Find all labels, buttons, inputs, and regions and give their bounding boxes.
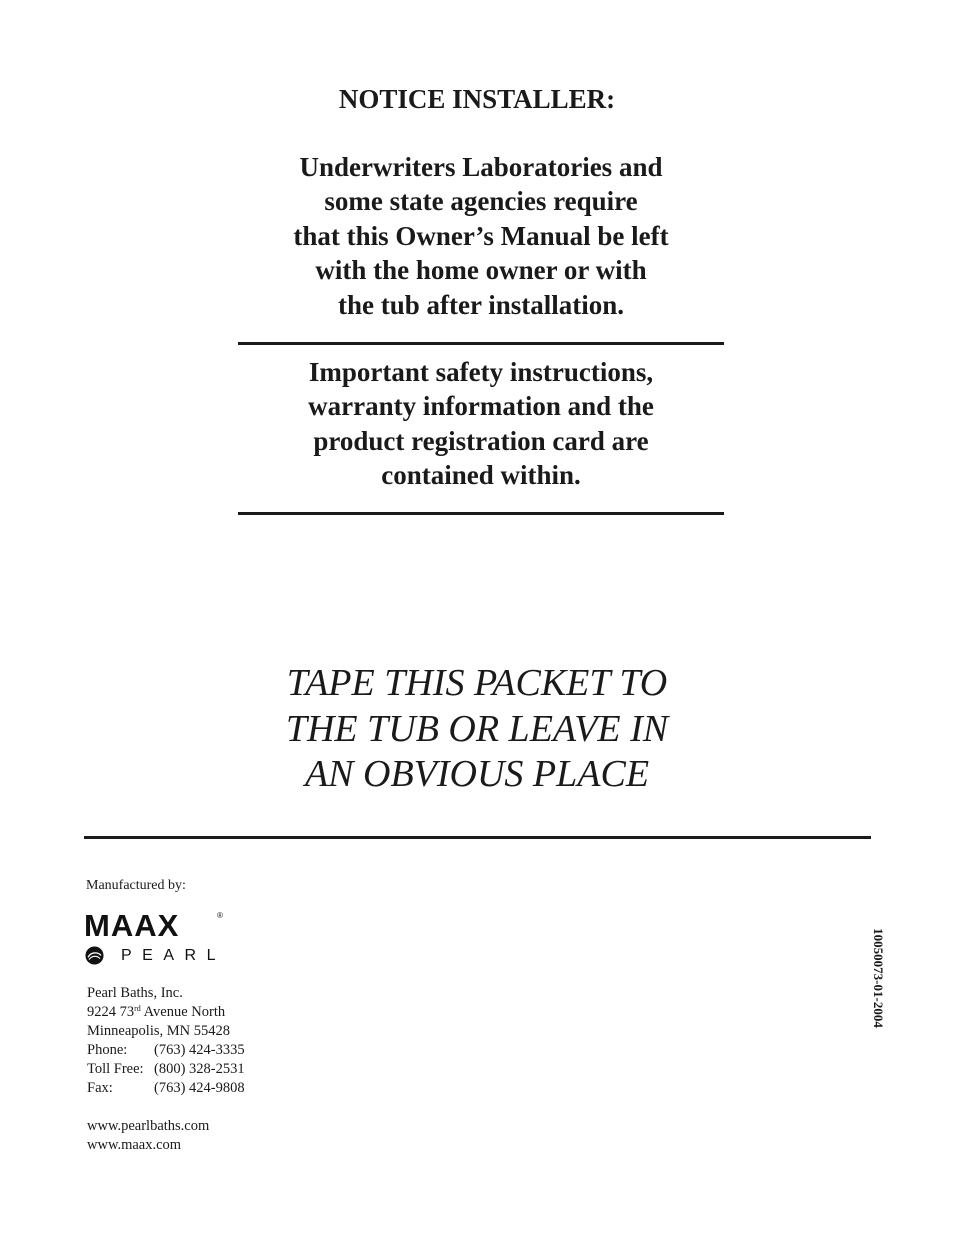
safety-line: Important safety instructions, bbox=[308, 357, 654, 387]
divider-top bbox=[238, 342, 724, 345]
notice-line: the tub after installation. bbox=[337, 289, 624, 320]
website-link[interactable]: www.pearlbaths.com bbox=[87, 1118, 210, 1134]
company-address bbox=[87, 984, 245, 1099]
street-name: Avenue North bbox=[143, 1004, 226, 1021]
street-address bbox=[87, 1003, 245, 1022]
swirl-icon bbox=[85, 946, 104, 965]
website-link[interactable]: www.maax.com bbox=[87, 1137, 182, 1154]
notice-line: with the home owner or with bbox=[315, 255, 647, 286]
fax-number: (763) 424-9808 bbox=[154, 1080, 245, 1097]
tollfree-line bbox=[87, 1060, 245, 1079]
manufactured-by-label: Manufactured by: bbox=[86, 878, 186, 893]
notice-line: that this Owner’s Manual be left bbox=[293, 220, 669, 251]
phone-label: Phone: bbox=[87, 1042, 128, 1059]
notice-paragraph bbox=[238, 150, 724, 322]
document-number-text: 10050073-01-2004 bbox=[871, 928, 886, 1028]
maax-pearl-logo bbox=[84, 910, 224, 968]
tollfree-label: Toll Free: bbox=[87, 1061, 144, 1078]
street-suffix: rd bbox=[134, 1004, 141, 1014]
phone-line bbox=[87, 1041, 245, 1060]
tollfree-number: (800) 328-2531 bbox=[154, 1061, 245, 1078]
tape-notice-line: TAPE THIS PACKET TO bbox=[286, 662, 668, 704]
fax-label: Fax: bbox=[87, 1080, 113, 1097]
notice-line: some state agencies require bbox=[324, 186, 638, 217]
safety-paragraph bbox=[238, 355, 724, 493]
logo-registered-mark: ® bbox=[217, 911, 223, 920]
fax-line bbox=[87, 1079, 245, 1098]
websites bbox=[87, 1117, 209, 1155]
safety-line: warranty information and the bbox=[308, 391, 654, 422]
tape-notice-line: THE TUB OR LEAVE IN bbox=[285, 707, 669, 750]
tape-notice bbox=[0, 661, 954, 798]
company-name: Pearl Baths, Inc. bbox=[87, 985, 183, 1001]
notice-title: NOTICE INSTALLER: bbox=[338, 84, 616, 114]
logo-brand: MAAX bbox=[84, 908, 180, 943]
phone-number: (763) 424-3335 bbox=[154, 1042, 245, 1059]
safety-line: product registration card are bbox=[313, 425, 649, 456]
city-state-zip: Minneapolis, MN 55428 bbox=[87, 1023, 230, 1040]
divider-middle bbox=[238, 512, 724, 515]
safety-line: contained within. bbox=[381, 460, 581, 491]
divider-footer bbox=[84, 836, 871, 839]
tape-notice-line: AN OBVIOUS PLACE bbox=[304, 753, 650, 795]
street-number: 9224 73 bbox=[87, 1004, 135, 1021]
logo-sub-brand: PEARL bbox=[121, 947, 226, 964]
notice-line: Underwriters Laboratories and bbox=[299, 152, 663, 182]
